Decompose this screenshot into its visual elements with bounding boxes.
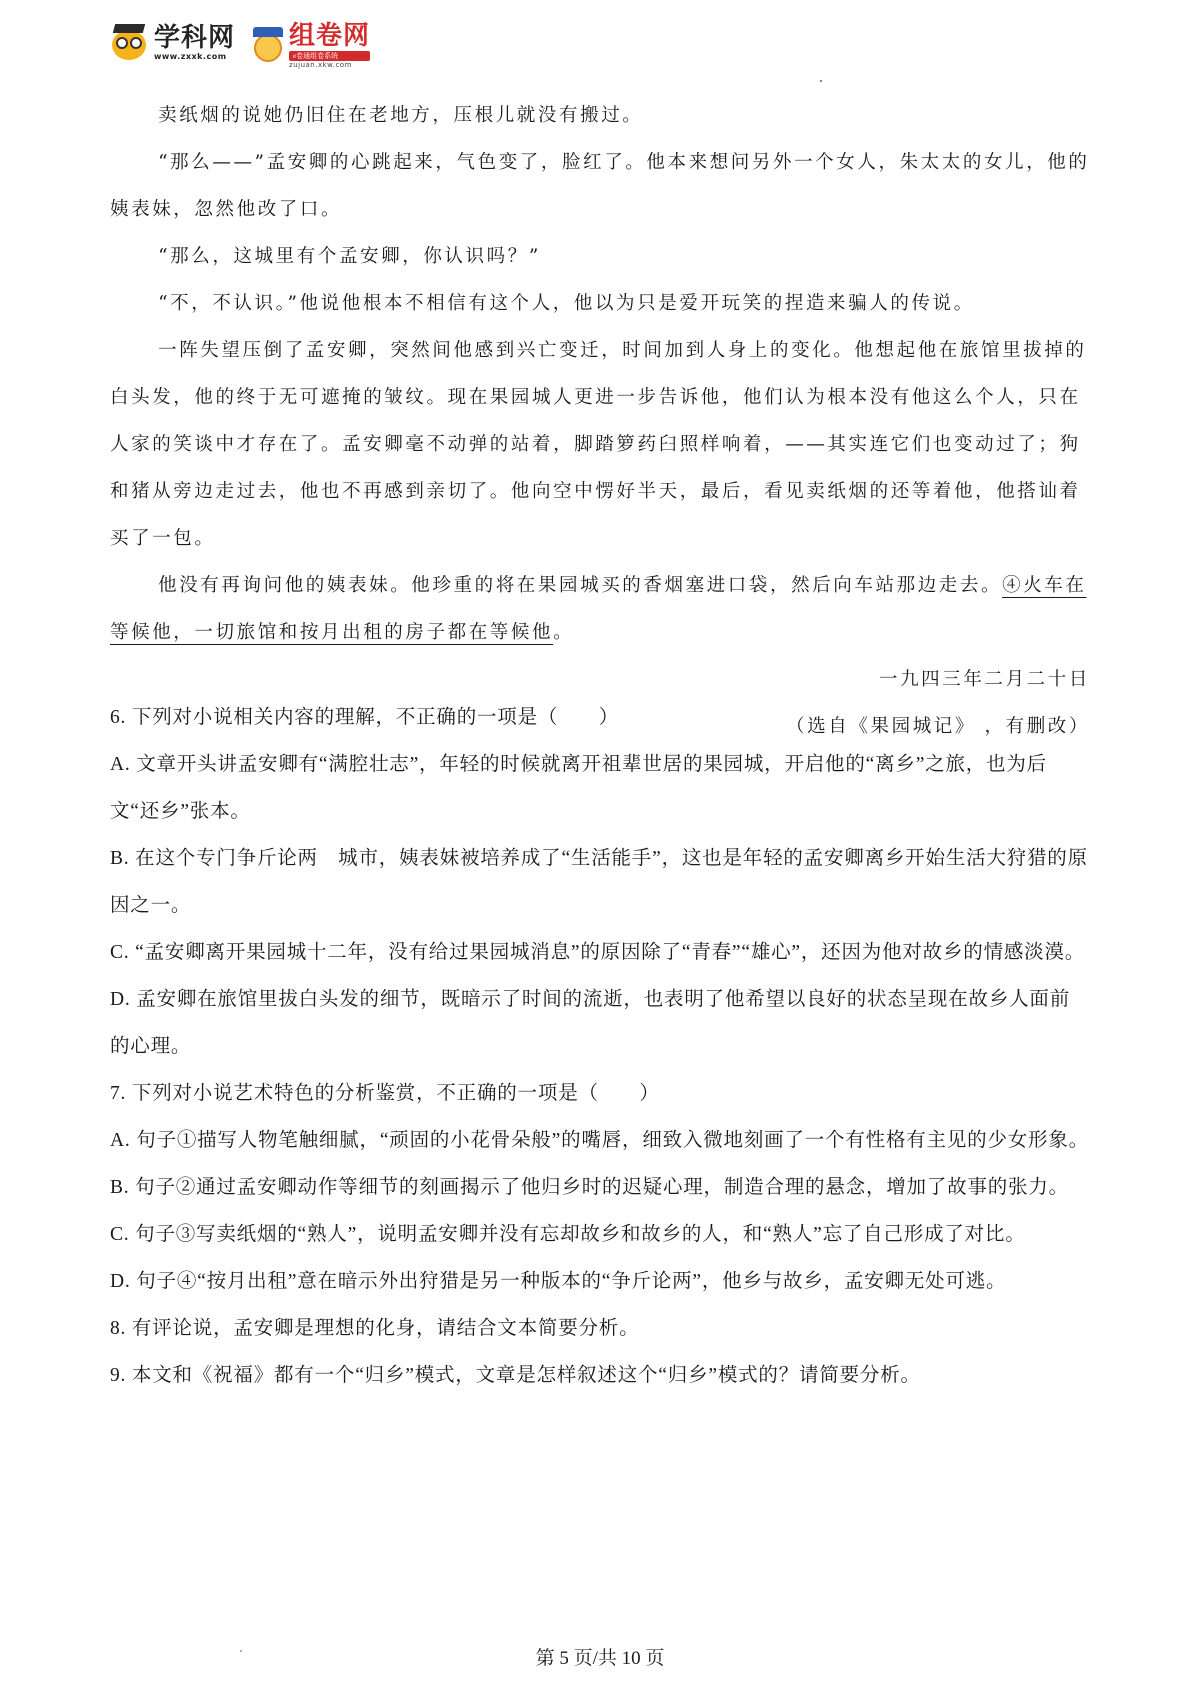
question-option: D. 句子④“按月出租”意在暗示外出狩猎是另一种版本的“争斤论两”，他乡与故乡，孟安卿无处可逃。 [110,1271,1007,1292]
question-9 [110,1352,1090,1399]
questions-section [110,694,1090,1399]
story-paragraph: “那么，这城里有个孟安卿，你认识吗？” [158,246,541,267]
story-excerpt [110,92,1090,750]
logo2-badge: e卷通组卷系统 [289,51,370,61]
question-option: B. 句子②通过孟安卿动作等细节的刻画揭示了他归乡时的迟疑心理，制造合理的悬念，增加了故事的张力。 [110,1177,1069,1198]
story-paragraph: “那么——”孟安卿的心跳起来，气色变了，脸红了。他本来想问另外一个女人，朱太太的女儿，他的姨表妹，忽然他改了口。 [110,152,1090,220]
logo1-name: 学科网 [154,22,236,53]
story-source: （选自《果园城记》 ，有删改） [786,716,1090,737]
story-paragraph: 卖纸烟的说她仍旧住在老地方，压根儿就没有搬过。 [158,105,644,126]
question-option: C. 句子③写卖纸烟的“熟人”，说明孟安卿并没有忘却故乡和故乡的人，和“熟人”忘了自己形成了对比。 [110,1224,1026,1245]
page-number: 第 5 页/共 10 页 [535,1648,665,1669]
question-option: D. 孟安卿在旅馆里拔白头发的细节，既暗示了时间的流逝，也表明了他希望以良好的状态呈现在故乡人面前的心理。 [110,989,1071,1057]
scan-speck [820,80,822,82]
question-stem: 7. 下列对小说艺术特色的分析鉴赏，不正确的一项是（ ） [110,1083,660,1104]
zxxk-logo[interactable] [108,22,235,62]
question-8 [110,1305,1090,1352]
last-paragraph-text: 他没有再询问他的姨表妹。他珍重的将在果园城买的香烟塞进口袋，然后向车站那边走去。 [158,575,1003,596]
question-stem: 6. 下列对小说相关内容的理解，不正确的一项是（ ） [110,707,620,728]
logo2-url: zujuan.xkw.com [289,61,352,69]
question-option: B. 在这个专门争斤论两 城市，姨表妹被培养成了“生活能手”，这也是年轻的孟安卿离乡开始生活大狩猎的原因之一。 [110,848,1088,916]
question-stem: 9. 本文和《祝福》都有一个“归乡”模式，文章是怎样叙述这个“归乡”模式的？请简要分析。 [110,1365,921,1386]
owl-mascot-icon [108,22,150,62]
logo2-name: 组卷网 [289,21,371,51]
question-7 [110,1070,1090,1305]
logo1-url: www.zxxk.com [154,51,227,61]
zujuan-logo[interactable] [251,22,370,69]
story-last-paragraph [110,562,1090,656]
last-paragraph-end: 。 [553,622,575,643]
story-date: 一九四三年二月二十日 [878,669,1090,690]
story-paragraph: 一阵失望压倒了孟安卿，突然间他感到兴亡变迁，时间加到人身上的变化。他想起他在旅馆里拔掉的白头发，他的终于无可遮掩的皱纹。现在果园城人更进一步告诉他，他们认为根本没有他这么个人，只在人家的笑谈中才存在了。孟安卿毫不动弹的站着，脚踏箩药臼照样响着，——其实连它们也变动过了；狗和猪从旁边走过去，他也不再感到亲切了。他向空中愣好半天，最后，看见卖纸烟的还等着他，他搭讪着买了一包。 [110,340,1087,549]
question-stem: 8. 有评论说，孟安卿是理想的化身，请结合文本简要分析。 [110,1318,640,1339]
question-option: A. 文章开头讲孟安卿有“满腔壮志”，年轻的时候就离开祖辈世居的果园城，开启他的“离乡”之旅，也为后文“还乡”张本。 [110,754,1047,822]
question-6 [110,694,1090,1070]
underlined-sentence-4: ④火车在等候他，一切旅馆和按月出租的房子都在等候他 [110,575,1087,643]
student-mascot-icon [251,26,285,66]
question-option: C. “孟安卿离开果园城十二年，没有给过果园城消息”的原因除了“青春”“雄心”，还因为他对故乡的情感淡漠。 [110,942,1086,963]
question-option: A. 句子①描写人物笔触细腻，“顽固的小花骨朵般”的嘴唇，细致入微地刻画了一个有性格有主见的少女形象。 [110,1130,1089,1151]
story-paragraph: “不，不认识。”他说他根本不相信有这个人，他以为只是爱开玩笑的捏造来骗人的传说。 [158,293,975,314]
header-logos [108,22,370,72]
